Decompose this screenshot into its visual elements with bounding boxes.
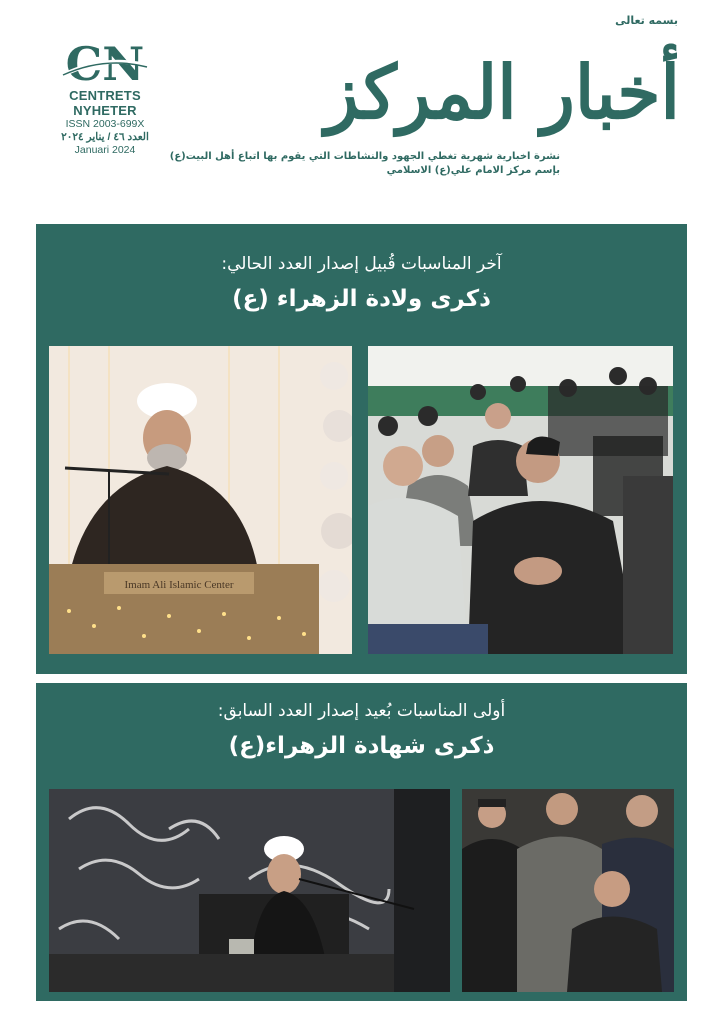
section-heading: ذكرى شهادة الزهراء(ع): [228, 733, 495, 759]
section-panel-birth: [36, 224, 687, 674]
issn: ISSN 2003-699X: [65, 118, 145, 130]
podium-text: Imam Ali Islamic Center: [124, 579, 234, 591]
bismillah: بسمه تعالى: [615, 14, 678, 27]
logo-block: [40, 40, 170, 157]
centrets-nyheter-logo-icon: [57, 40, 153, 90]
logo-text: CENTRETS NYHETER: [69, 88, 141, 118]
description-line-2: بإسم مركز الامام علي(ع) الاسلامي: [386, 165, 560, 176]
section-heading: ذكرى ولادة الزهراء (ع): [232, 286, 491, 312]
description-line-1: نشرة اخبارية شهرية تغطي الجهود والنشاطات التي يقوم بها اتباع أهل البيت(ع): [169, 151, 560, 162]
masthead-title: أخبار المركز: [324, 48, 680, 137]
section-panel-martyrdom: [36, 683, 687, 1001]
issue-date: Januari 2024: [74, 144, 136, 156]
lecturer-photo: [49, 789, 450, 992]
issue-number: العدد ٤٦ / يناير ٢٠٢٤: [61, 131, 149, 143]
masthead: [169, 48, 680, 176]
section-subheading: أولى المناسبات بُعيد إصدار العدد السابق:: [217, 701, 506, 721]
audience-photo: [368, 346, 673, 654]
section-subheading: آخر المناسبات قُبيل إصدار العدد الحالي:: [221, 254, 502, 274]
attendees-photo: [462, 789, 674, 992]
speaker-photo: [49, 346, 352, 654]
masthead-description: [170, 150, 560, 178]
svg-text:CN: CN: [65, 40, 145, 90]
